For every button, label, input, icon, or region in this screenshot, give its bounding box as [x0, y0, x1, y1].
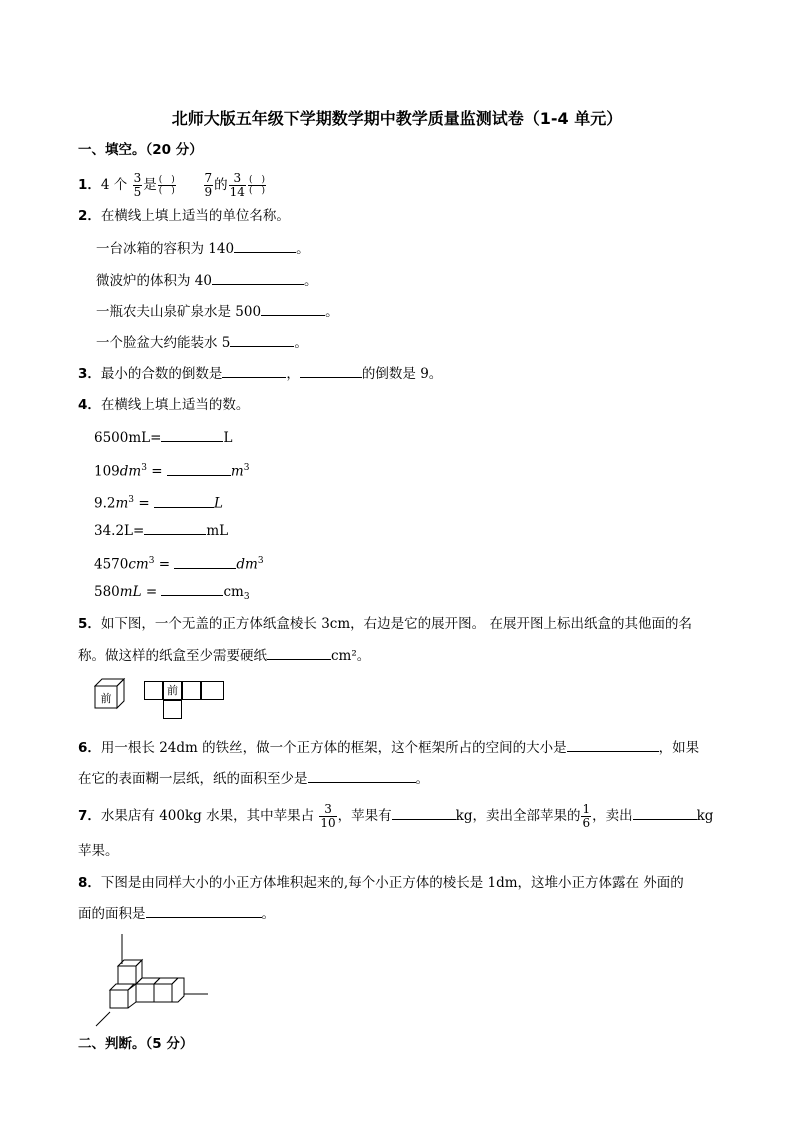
question-8-line-1: 8．下图是由同样大小的小正方体堆积起来的,每个小正方体的棱长是 1dm，这堆小正方体露在 外面的: [78, 875, 684, 891]
fraction: $\frac{3}{10}$: [320, 802, 336, 830]
net-face-front: 前: [163, 681, 182, 700]
fraction: $\frac{7}{9}$: [204, 171, 213, 199]
q4-row-6: $580mL = cm_3$: [94, 581, 250, 607]
answer-blank[interactable]: [146, 903, 262, 918]
answer-blank[interactable]: [212, 270, 304, 285]
answer-blank[interactable]: [154, 493, 214, 508]
fraction: $\frac{1}{6}$: [582, 802, 591, 830]
question-3: 3．最小的合数的倒数是 ， 的倒数是 9。: [78, 363, 442, 384]
question-2: 2．在横线上填上适当的单位名称。: [78, 208, 290, 224]
answer-blank[interactable]: [308, 768, 416, 783]
question-1: 1．4 个 $\frac{3}{5}$ 是 $\frac{( )}{( )}$ $\frac{7}{9}$ 的 $\frac{3}{14}$ $\frac{( )}{( )}$: [78, 171, 265, 199]
section-1-heading: 一、填空。（20 分）: [78, 142, 203, 158]
answer-blank[interactable]: [633, 805, 697, 820]
fraction: $\frac{3}{5}$: [133, 171, 142, 199]
q2-line-2: 微波炉的体积为 40 。: [96, 270, 317, 291]
question-7-line-1: 7．水果店有 400kg 水果，其中苹果占 $\frac{3}{10}$ ，苹果有 kg，卖出全部苹果的 $\frac{1}{6}$ ，卖出 kg: [78, 802, 714, 830]
question-5-line-2: 称。做这样的纸盒至少需要硬纸 cm²。: [78, 645, 370, 666]
answer-blank[interactable]: [234, 238, 296, 253]
answer-fraction-blank[interactable]: $\frac{( )}{( )}$: [248, 175, 265, 196]
question-4: 4．在横线上填上适当的数。: [78, 397, 250, 413]
q4-row-4: 34.2L= mL: [94, 520, 228, 541]
answer-blank[interactable]: [300, 363, 362, 378]
question-7-line-2: 苹果。: [78, 843, 119, 859]
net-face[interactable]: [182, 681, 201, 700]
answer-fraction-blank[interactable]: $\frac{( )}{( )}$: [158, 175, 175, 196]
q4-row-3: $9.2m^3 = L$: [94, 490, 223, 514]
question-6-line-2: 在它的表面糊一层纸，纸的面积至少是 。: [78, 768, 429, 789]
answer-blank[interactable]: [222, 363, 286, 378]
question-6-line-1: 6．用一根长 24dm 的铁丝，做一个正方体的框架，这个框架所占的空间的大小是 ，如果: [78, 737, 699, 758]
q4-row-2: $109dm^3 = m^3$: [94, 458, 249, 482]
question-5-line-1: 5．如下图，一个无盖的正方体纸盒棱长 3cm，右边是它的展开图。 在展开图上标出纸盒的其他面的名: [78, 616, 692, 632]
net-face[interactable]: [201, 681, 224, 700]
answer-blank[interactable]: [167, 461, 231, 476]
net-face[interactable]: [163, 700, 182, 719]
q2-line-1: 一台冰箱的容积为 140 。: [96, 238, 310, 259]
q4-row-5: $4570cm^3 = dm^3$: [94, 551, 264, 575]
answer-blank[interactable]: [144, 520, 206, 535]
answer-blank[interactable]: [392, 805, 456, 820]
answer-blank[interactable]: [267, 645, 331, 660]
exam-title: 北师大版五年级下学期数学期中教学质量监测试卷（1-4 单元）: [171, 109, 623, 128]
answer-blank[interactable]: [261, 301, 325, 316]
fraction: $\frac{3}{14}$: [229, 171, 245, 199]
cube-figure: [94, 678, 126, 710]
answer-blank[interactable]: [161, 427, 223, 442]
svg-text:前: 前: [100, 692, 112, 705]
q2-line-3: 一瓶农夫山泉矿泉水是 500 。: [96, 301, 339, 322]
answer-blank[interactable]: [567, 737, 659, 752]
section-2-heading: 二、判断。（5 分）: [78, 1036, 194, 1052]
answer-blank[interactable]: [174, 554, 236, 569]
question-8-line-2: 面的面积是 。: [78, 903, 275, 924]
stacked-cubes-figure: [92, 930, 212, 1028]
q2-line-4: 一个脸盆大约能装水 5 。: [96, 332, 308, 353]
answer-blank[interactable]: [230, 332, 294, 347]
net-face[interactable]: [144, 681, 163, 700]
q4-row-1: 6500mL= L: [94, 427, 232, 448]
answer-blank[interactable]: [161, 581, 223, 596]
